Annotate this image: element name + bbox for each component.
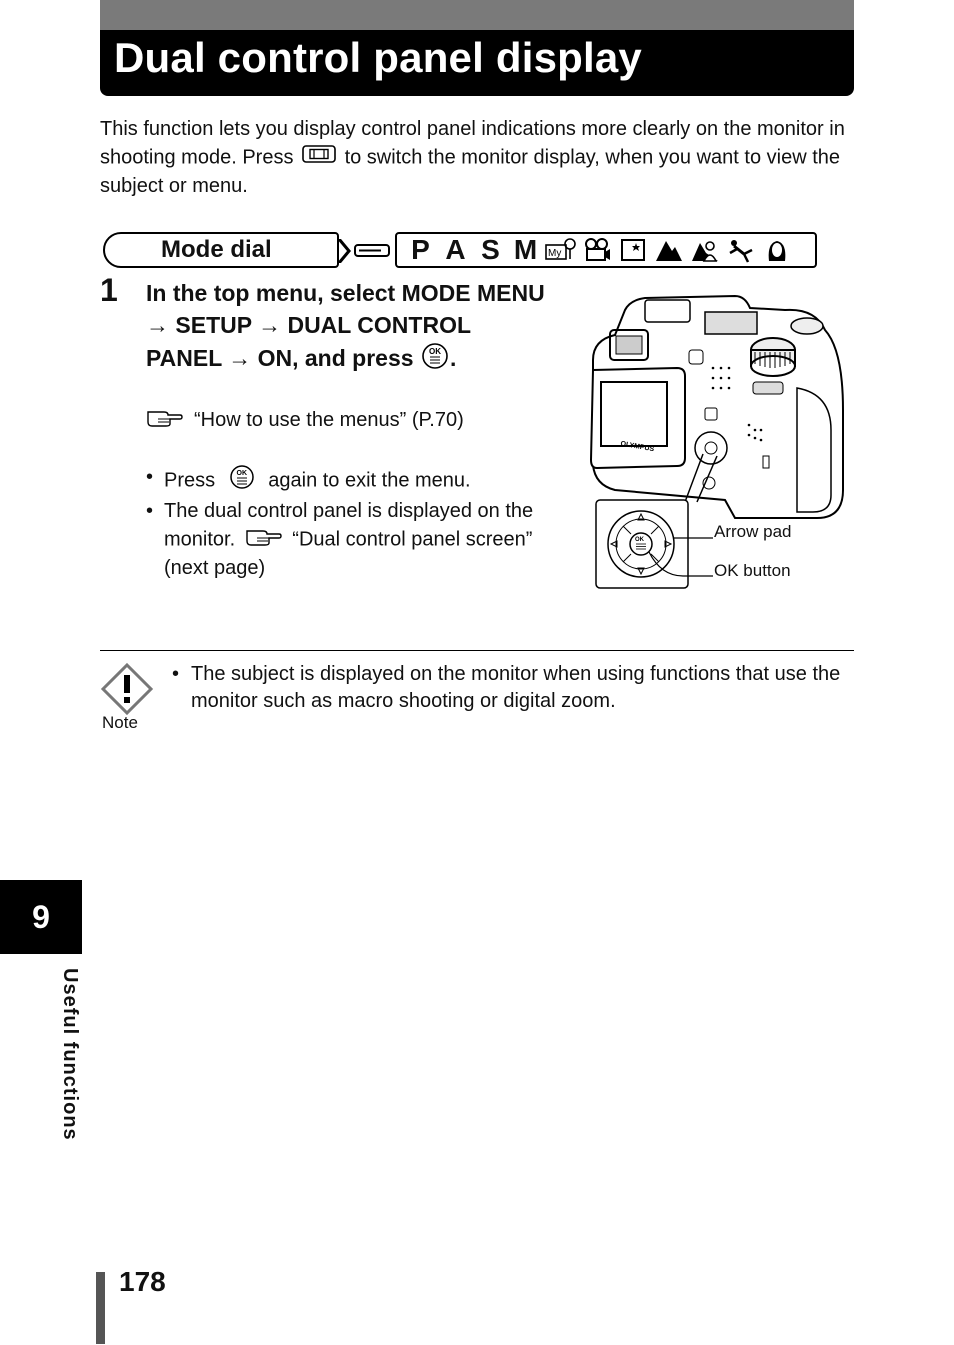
intro-text-1: This function lets you display control panel indications more clearly on the monitor in shooting mode. Press [100,118,845,169]
ok-button-label: OK button [714,561,791,580]
step-text-c: DUAL CONTROL PANEL [146,312,471,372]
step-text-a: In the top menu, select MODE MENU [146,280,545,306]
step-text-e: . [449,345,457,372]
landscape-icon [651,236,687,264]
ok-button-icon [420,341,450,379]
note-label: Note [102,713,138,732]
svg-text:My: My [548,248,562,259]
arrow-pad-label: Arrow pad [714,522,792,541]
bullet-item-exit: • Press OK again to exit the menu. [146,464,571,498]
note-divider [100,650,854,651]
night-scene-icon [615,236,651,264]
movie-icon [579,236,615,264]
note-text: The subject is displayed on the monitor when using functions that use the monitor such as macro shooting or digital zoom. [191,663,841,712]
pointing-hand-icon [245,525,283,555]
chapter-tab [0,880,82,954]
step-text-d: ON, and press [257,345,414,372]
step-number: 1 [100,272,118,308]
mode-arrow-icon [335,236,397,266]
title-background [100,30,854,96]
menu-reference [146,406,464,434]
camera-illustration [585,290,850,595]
mode-a: A [445,234,466,265]
pointing-hand-icon [146,406,184,434]
chapter-label: Useful functions [59,968,81,1141]
ok-button-icon [227,464,257,498]
note-text-block: • The subject is displayed on the monitor when using functions that use the monitor such as macro shooting or digital zoom. [172,663,841,712]
camera-drawing [585,290,850,595]
bullet-1-text-a: Press [164,469,216,492]
step-arrow-2: → [258,312,282,338]
bullet-2-text-a: The dual control panel is displayed on the monitor. [164,500,534,551]
mode-options-box [395,232,817,268]
menu-reference-text: “How to use the menus” (P.70) [194,408,464,431]
intro-text-2: to switch the monitor display, when you want to view the subject or menu. [100,146,840,197]
camera-brand-label: OLYMPUS [619,440,655,454]
sports-icon [723,236,759,264]
svg-text:OK: OK [236,470,247,477]
step-text-b: SETUP [175,312,252,338]
bullet-2-text-b: “Dual control panel screen” (next page) [164,528,533,579]
monitor-button-icon [299,143,339,173]
mode-dial-label: Mode dial [161,236,272,263]
step-instruction [146,277,546,379]
step-arrow-3: → [228,345,252,372]
chapter-number: 9 [32,898,50,935]
step-arrow-1: → [146,312,169,338]
page-number-bar [96,1272,105,1344]
landscape-portrait-icon [687,236,723,264]
mode-dial-bar [103,232,811,268]
portrait-icon [759,236,795,264]
mode-dial-pill [103,232,339,268]
mode-m: M [513,234,538,265]
bullet-item-display: • The dual control panel is displayed on the monitor. “Dual control panel screen” (next page) [146,500,534,579]
step-bullets [146,464,571,582]
intro-paragraph [100,116,850,200]
mode-p: P [411,234,430,265]
ok-inset-label: OK [635,537,644,543]
title-bar [100,0,854,96]
bullet-1-text-b: again to exit the menu. [268,469,471,492]
svg-text:OK: OK [428,347,441,356]
page-title: Dual control panel display [114,34,642,81]
mode-s: S [481,234,500,265]
page-number: 178 [119,1266,166,1297]
title-top-stripe [100,0,854,30]
my-mode-icon [543,236,579,264]
